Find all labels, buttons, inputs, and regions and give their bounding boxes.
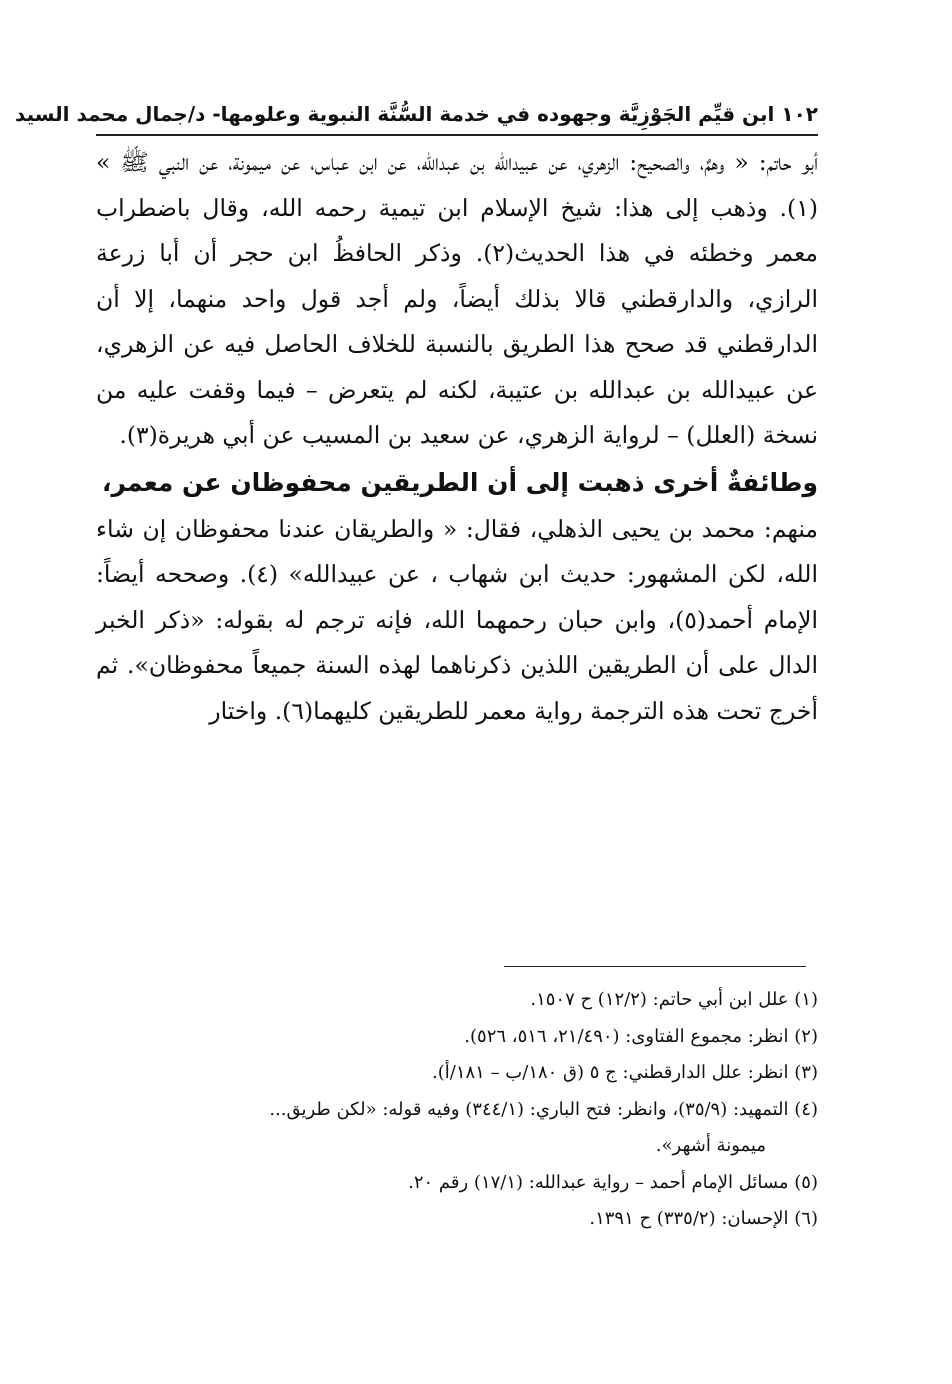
section-heading: وطائفةٌ أخرى ذهبت إلى أن الطريقين محفوظان عن معمر، bbox=[101, 467, 818, 497]
footnote-5: (٥) مسائل الإمام أحمد – رواية عبدالله: (١٧/١) رقم ٢٠. bbox=[408, 1171, 818, 1193]
footnote-separator bbox=[504, 966, 806, 967]
footnote-2: (٢) انظر: مجموع الفتاوى: (٢١/٤٩٠، ٥١٦، ٥٢٦). bbox=[464, 1025, 818, 1047]
paragraph-1: أبو حاتم: « وهمٌ، والصحيح: الزهري، عن عبيدالله بن عبدالله، عن ابن عباس، عن ميمونة، عن النبي ﷺ » (١). وذهب إلى هذا: شيخ الإسلام ابن تيمية رحمه الله، وقال باضطراب معمر وخطئه في هذا الحديث(٢). وذكر الحافظُ ابن حجر أن أبا زرعة الرازي، والدارقطني قالا بذلك أيضاً، ولم أجد قول واحد منهما، إلا أن الدارقطني قد صحح هذا الطريق بالنسبة للخلاف الحاصل فيه عن الزهري، عن عبيدالله بن عبدالله بن عتيبة، لكنه لم يتعرض – فيما وقفت عليه من نسخة (العلل) – لرواية الزهري، عن سعيد بن المسيب عن أبي هريرة(٣). bbox=[96, 148, 818, 449]
paragraph-2: منهم: محمد بن يحيى الذهلي، فقال: « والطريقان عندنا محفوظان إن شاء الله، لكن المشهور: حديث ابن شهاب ، عن عبيدالله» (٤). وصححه أيضاً: الإمام أحمد(٥)، وابن حبان رحمهما الله، فإنه ترجم له بقوله: «ذكر الخبر الدال على أن الطريقين اللذين ذكرناهما لهذه السنة جميعاً محفوظان». ثم أخرج تحت هذه الترجمة رواية معمر للطريقين كليهما(٦). واختار bbox=[96, 514, 818, 725]
footnote-3: (٣) انظر: علل الدارقطني: ج ٥ (ق ١٨٠/ب – ١٨١/أ). bbox=[432, 1062, 818, 1083]
header-rule bbox=[96, 134, 818, 136]
footnote-1: (١) علل ابن أبي حاتم: (١٢/٢) ح ١٥٠٧. bbox=[530, 989, 818, 1010]
main-text bbox=[96, 140, 818, 734]
footnote-4-continuation: ميمونة أشهر». bbox=[655, 1135, 766, 1156]
footnotes bbox=[96, 982, 818, 1238]
running-header: ١٠٢ ابن قيِّم الجَوْزِيَّة وجهوده في خدمة السُّنَّة النبوية وعلومها- د/جمال محمد السيد bbox=[15, 102, 818, 126]
footnote-4: (٤) التمهيد: (٣٥/٩)، وانظر: فتح الباري: (٣٤٤/١) وفيه قوله: «لكن طريق... bbox=[269, 1098, 818, 1120]
footnote-6: (٦) الإحسان: (٣٣٥/٢) ح ١٣٩١. bbox=[589, 1208, 818, 1229]
